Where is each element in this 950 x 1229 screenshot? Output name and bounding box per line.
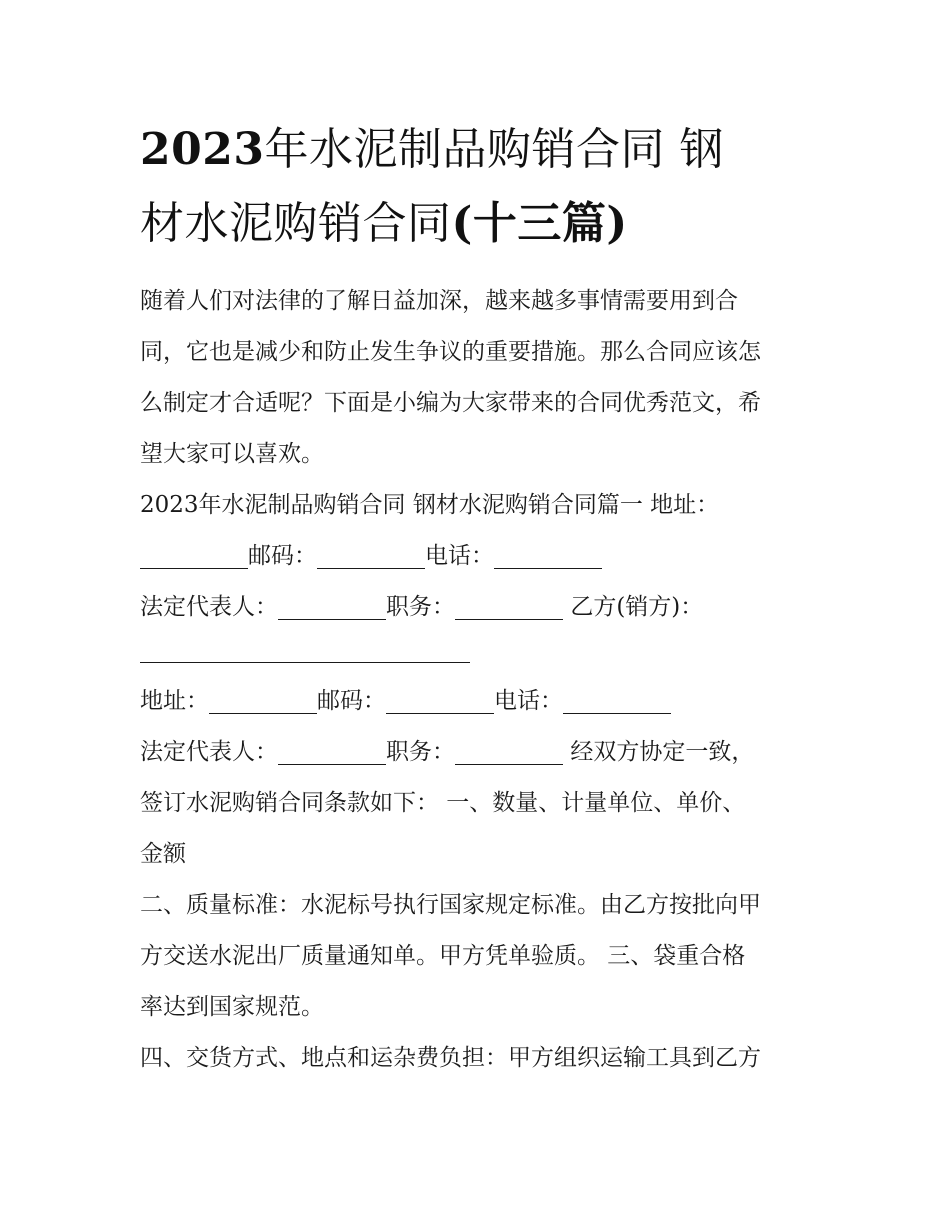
rep-blank[interactable] [278, 589, 386, 620]
zip-label: 邮码： [317, 688, 386, 714]
address-label: 地址： [140, 688, 209, 714]
duty-label: 职务： [386, 594, 455, 620]
duty-blank[interactable] [455, 589, 563, 620]
party-a-contact-line [140, 531, 820, 582]
clause-line: 签订水泥购销合同条款如下： 一、数量、计量单位、单价、 [140, 790, 746, 816]
clause-line: 率达到国家规范。 [140, 994, 324, 1020]
phone-label: 电话： [425, 543, 494, 569]
document-title [140, 113, 820, 261]
title-line2-main: 材水泥购销合同 [140, 198, 452, 249]
party-a-rep-line [140, 582, 820, 625]
rep-label: 法定代表人： [140, 594, 278, 620]
party-b-name-line [140, 625, 820, 676]
title-year: 2023 [140, 124, 265, 175]
phone-label: 电话： [494, 688, 563, 714]
party-b-name-blank[interactable] [140, 632, 470, 663]
phone-blank[interactable] [563, 683, 671, 714]
zip-blank[interactable] [317, 538, 425, 569]
intro-line: 同，它也是减少和防止发生争议的重要措施。那么合同应该怎 [140, 339, 761, 365]
agreement-text: 经双方协定一致， [570, 739, 755, 765]
rep-blank[interactable] [278, 734, 386, 765]
title-line2-paren: (十三篇) [451, 198, 628, 249]
title-line1-rest: 年水泥制品购销合同 钢 [264, 124, 724, 175]
rep-label: 法定代表人： [140, 739, 278, 765]
intro-line: 么制定才合适呢？下面是小编为大家带来的合同优秀范文，希 [140, 390, 761, 416]
duty-blank[interactable] [455, 734, 563, 765]
section-heading-line: 2023年水泥制品购销合同 钢材水泥购销合同篇一 地址： [140, 492, 720, 518]
party-b-rep-line [140, 727, 820, 778]
address-blank[interactable] [140, 538, 248, 569]
clause-line: 方交送水泥出厂质量通知单。甲方凭单验质。 三、袋重合格 [140, 943, 746, 969]
phone-blank[interactable] [494, 538, 602, 569]
zip-blank[interactable] [386, 683, 494, 714]
party-b-contact-line [140, 676, 820, 727]
clause-line: 金额 [140, 841, 186, 867]
clause-line: 四、交货方式、地点和运杂费负担：甲方组织运输工具到乙方 [140, 1045, 761, 1071]
intro-line: 望大家可以喜欢。 [140, 441, 324, 467]
address-blank[interactable] [209, 683, 317, 714]
zip-label: 邮码： [248, 543, 317, 569]
intro-line: 随着人们对法律的了解日益加深，越来越多事情需要用到合 [140, 288, 738, 314]
party-b-label: 乙方(销方)： [570, 594, 704, 620]
document-body [140, 276, 820, 1084]
clause-line: 二、质量标准：水泥标号执行国家规定标准。由乙方按批向甲 [140, 892, 761, 918]
duty-label: 职务： [386, 739, 455, 765]
